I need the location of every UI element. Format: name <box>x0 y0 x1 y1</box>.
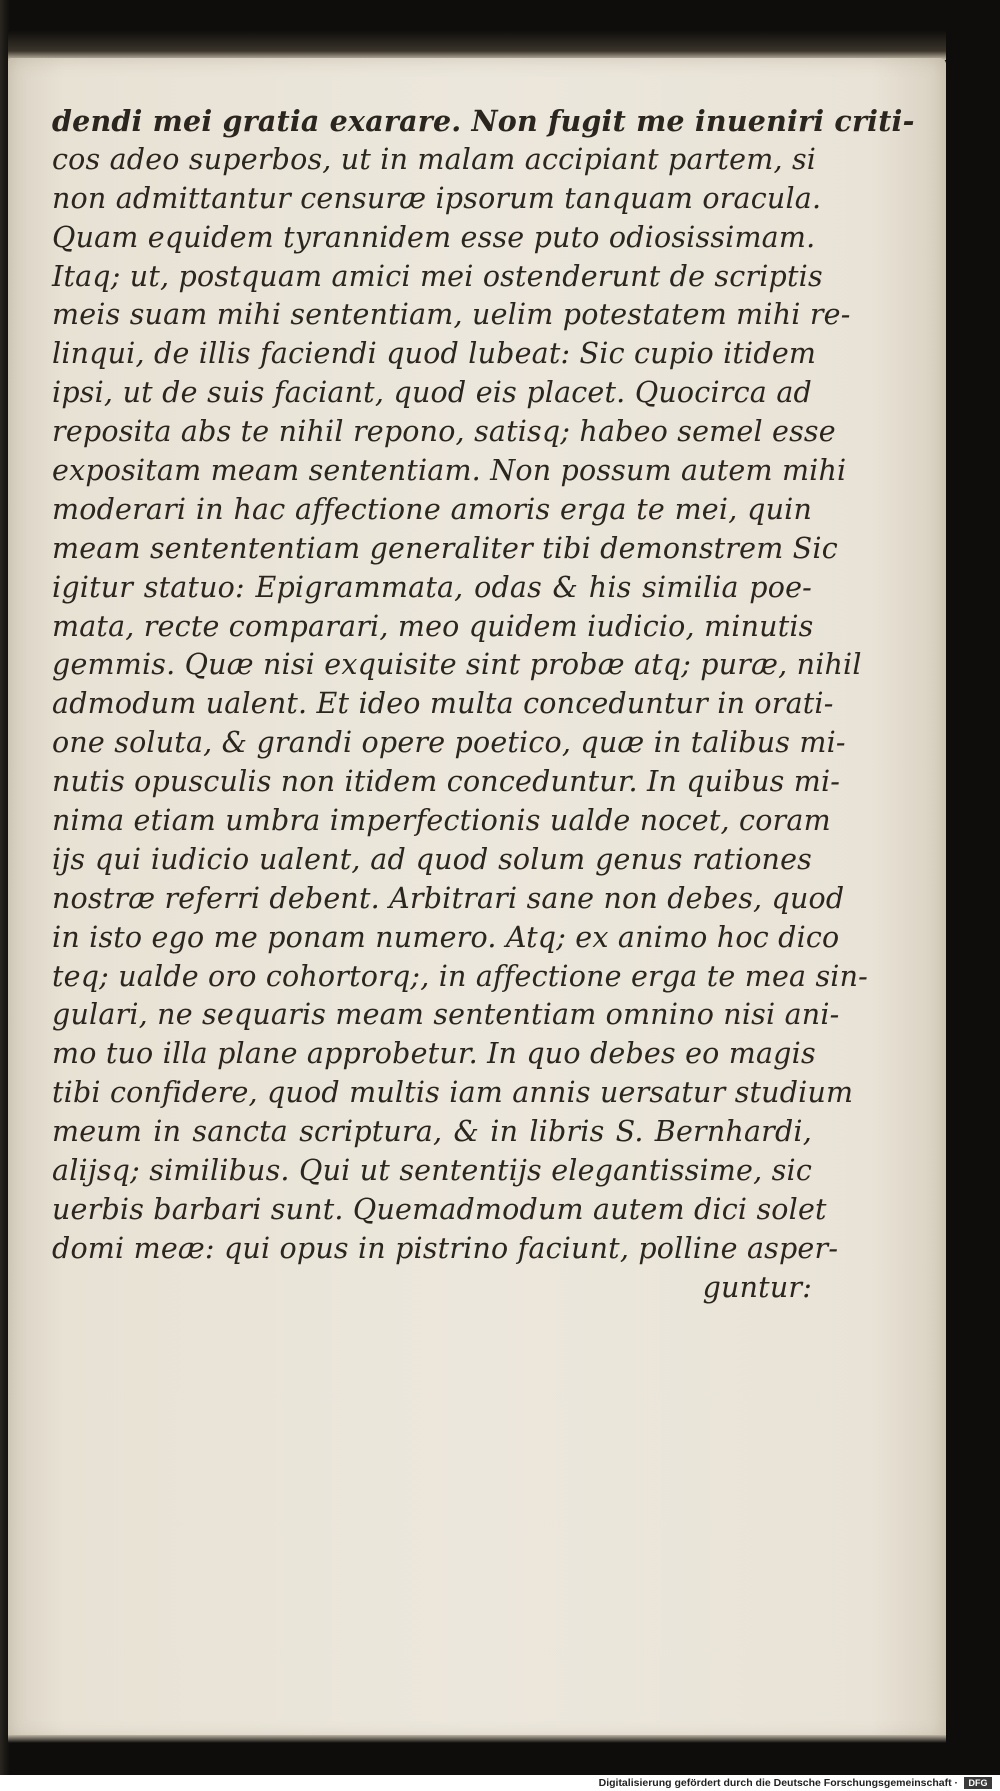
text-line: Itaq; ut, postquam amici mei ostenderunt de scriptis <box>52 259 823 293</box>
text-line: moderari in hac affectione amoris erga te mei, quin <box>52 492 812 526</box>
text-line: dendi mei gratia exarare. Non fugit me inueniri criti- <box>52 104 915 138</box>
text-line: meum in sancta scriptura, & in libris S. Bernhardi, <box>52 1115 812 1149</box>
text-line: admodum ualent. Et ideo multa conceduntur in orati- <box>52 687 834 721</box>
text-line: meis suam mihi sententiam, uelim potestatem mihi re- <box>52 298 851 332</box>
text-line: ijs qui iudicio ualent, ad quod solum genus rationes <box>52 842 812 876</box>
text-line: expositam meam sententiam. Non possum autem mihi <box>52 454 847 488</box>
text-line: domi meæ: qui opus in pistrino faciunt, polline asper- <box>52 1231 839 1265</box>
text-line: linqui, de illis faciendi quod lubeat: Sic cupio itidem <box>52 337 817 371</box>
text-line: gulari, ne sequaris meam sententiam omnino nisi ani- <box>52 998 840 1032</box>
text-line: mo tuo illa plane approbetur. In quo debes eo magis <box>52 1037 816 1071</box>
text-line: Quam equidem tyrannidem esse puto odiosissimam. <box>52 220 816 254</box>
catchword: guntur: <box>702 1270 812 1304</box>
text-line: mata, recte comparari, meo quidem iudicio, minutis <box>52 609 814 643</box>
text-line: igitur statuo: Epigrammata, odas & his similia poe- <box>52 570 812 604</box>
page-bottom-edge <box>8 1735 946 1743</box>
page-text-block <box>52 102 915 1308</box>
text-line: nutis opusculis non itidem conceduntur. In quibus mi- <box>52 765 841 799</box>
text-line: uerbis barbari sunt. Quemadmodum autem dici solet <box>52 1192 827 1226</box>
text-line: alijsq; similibus. Qui ut sententijs elegantissime, sic <box>52 1154 812 1188</box>
text-line: nima etiam umbra imperfectionis ualde nocet, coram <box>52 804 831 838</box>
text-line: nostræ referri debent. Arbitrari sane non debes, quod <box>52 881 845 915</box>
text-line: reposita abs te nihil repono, satisq; habeo semel esse <box>52 415 836 449</box>
funding-credit[interactable]: Digitalisierung gefördert durch die Deutsche Forschungsgemeinschaft · <box>598 1777 958 1789</box>
text-line: tibi confidere, quod multis iam annis uersatur studium <box>52 1076 854 1110</box>
text-line: in isto ego me ponam numero. Atq; ex animo hoc dico <box>52 920 840 954</box>
digitization-footer <box>0 1775 1000 1791</box>
text-line: one soluta, & grandi opere poetico, quæ in talibus mi- <box>52 726 846 760</box>
text-line: teq; ualde oro cohortorq;, in affectione erga te mea sin- <box>52 959 868 993</box>
page-top-edge <box>8 30 946 60</box>
text-line: ipsi, ut de suis faciant, quod eis placet. Quocirca ad <box>52 376 812 410</box>
text-line: gemmis. Quæ nisi exquisite sint probæ atq; puræ, nihil <box>52 648 862 682</box>
text-line: cos adeo superbos, ut in malam accipiant partem, si <box>52 142 817 176</box>
text-line: meam sentententiam generaliter tibi demonstrem Sic <box>52 531 838 565</box>
dfg-logo-icon[interactable]: DFG <box>964 1777 992 1789</box>
text-line: non admittantur censuræ ipsorum tanquam oracula. <box>52 181 822 215</box>
